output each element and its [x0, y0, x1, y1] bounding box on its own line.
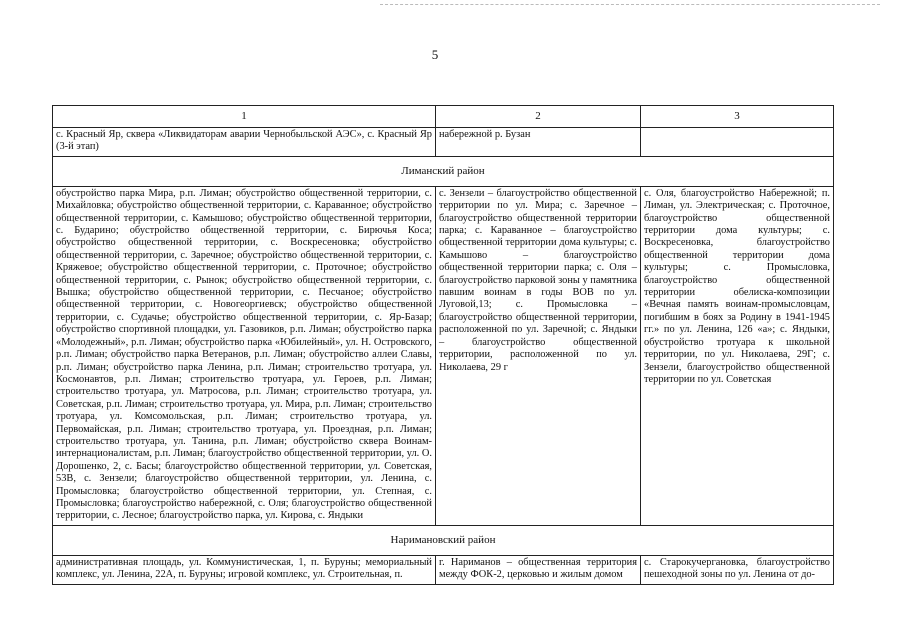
- cell-narimanov-col3-text: с. Старокучергановка, благоустройство пешеходной зоны по ул. Ленина от до-: [644, 556, 830, 581]
- header-row: [53, 106, 834, 128]
- page-number: 5: [431, 47, 439, 62]
- column-header-3: 3: [641, 106, 834, 128]
- district-liman-heading: Лиманский район: [53, 156, 834, 186]
- district-row: [53, 156, 834, 186]
- cell-intro-col3: [641, 128, 834, 157]
- column-header-2: 2: [436, 106, 641, 128]
- cell-narimanov-col3: [641, 555, 834, 584]
- cell-narimanov-col2-text: г. Нариманов – общественная территория между ФОК-2, церковью и жилым домом: [439, 556, 637, 581]
- district-narimanov-heading: Наримановский район: [53, 525, 834, 555]
- cell-narimanov-col1-text: административная площадь, ул. Коммунистическая, 1, п. Буруны; мемориальный комплекс, ул. Ленина, 22А, п. Буруны; игровой комплекс, ул. Строительная, п.: [56, 556, 432, 581]
- cell-intro-col1: с. Красный Яр, сквера «Ликвидаторам аварии Чернобыльской АЭС», с. Красный Яр (3-й этап): [53, 128, 436, 157]
- projects-table: [52, 105, 834, 585]
- cell-narimanov-col1: [53, 555, 436, 584]
- cell-intro-col2: набережной р. Бузан: [436, 128, 641, 157]
- column-header-1: 1: [53, 106, 436, 128]
- table-row: [53, 186, 834, 525]
- table-row: [53, 128, 834, 157]
- district-row: [53, 525, 834, 555]
- cell-liman-col1: обустройство парка Мира, р.п. Лиман; обустройство общественной территории, с. Михайловка; обустройство общественной территории, с. Караванное; обустройство общественной территории, с. Камышово; обустройство общественной территории, с. Бударино; обустройство общественной территории, с. Бирючья Коса; обустройство общественной территории, с. Воскресеновка; обустройство общественной территории, с. Заречное; обустройство общественной территории, с. Кряжевое; обустройство общественной территории, с. Проточное; обустройство общественной территории, с. Рынок; обустройство общественной территории, с. Вышка; обустройство общественной территории, с. Песчаное; обустройство общественной территории, с. Новогеоргиевск; обустройство общественной территории, с. Судачье; обустройство общественной территории, с. Яр-Базар; обустройство спортивной площадки, ул. Газовиков, р.п. Лиман; обустройство парка «Молодежный», р.п. Лиман; обустройство парка «Юбилейный», ул. Н. Островского, р.п. Лиман; обустройство парка Ветеранов, р.п. Лиман; обустройство аллеи Славы, р.п. Лиман; обустройство парка Ленина, р.п. Лиман; строительство тротуара, ул. Космонавтов, р.п. Лиман; строительство тротуара, ул. Героев, р.п. Лиман; строительство тротуара, ул. Матросова, р.п. Лиман; строительство тротуара, ул. Советская, р.п. Лиман; строительство тротуара, ул. Мира, р.п. Лиман; строительство тротуара, ул. Комсомольская, р.п. Лиман; строительство тротуара, ул. Первомайская, р.п. Лиман; строительство тротуара, ул. Проездная, р.п. Лиман; строительство тротуара, ул. Танина, р.п. Лиман; обустройство сквера Воинам-интернационалистам, р.п. Лиман; благоустройство общественной территории, ул. О. Дорошенко, 2, с. Басы; благоустройство общественной территории, ул. Советская, 53В, с. Зензели; благоустройство общественной территории, ул. Ленина, с. Промысловка; благоустройство общественной территории, ул. Степная, с. Промысловка; благоустройство набережной, с. Оля; благоустройство общественной территории, с. Лесное; благоустройство парка, ул. Кирова, с. Яндыки: [53, 186, 436, 525]
- cell-liman-col2: с. Зензели – благоустройство общественной территории по ул. Мира; с. Заречное – благоустройство общественной территории парка; с. Караванное – благоустройство общественной территории дома культуры; с. Камышово – благоустройство общественной территории парка; с. Оля – благоустройство парковой зоны у памятника павшим воинам в годы ВОВ по ул. Луговой,13; с. Промысловка – благоустройство общественной территории, расположенной по ул. Заречной; с. Яндыки – благоустройство общественной территории, расположенной по ул. Николаева, 29 г: [436, 186, 641, 525]
- top-edge-line: [380, 4, 880, 5]
- table-row: [53, 555, 834, 584]
- cell-liman-col3: с. Оля, благоустройство Набережной; п. Лиман, ул. Электрическая; с. Проточное, благоустройство общественной территории дома культуры; с. Воскресеновка, благоустройство общественной территории дома культуры; с. Промысловка, благоустройство общественной территории обелиска-композиции «Вечная память воинам-промысловцам, погибшим в боях за Родину в 1941-1945 гг.» по ул. Ленина, 126 «а»; с. Яндыки, обустройство тротуара к школьной территории, по ул. Николаева, 29Г; с. Зензели, благоустройство общественной территории по ул. Советская: [641, 186, 834, 525]
- cell-narimanov-col2: [436, 555, 641, 584]
